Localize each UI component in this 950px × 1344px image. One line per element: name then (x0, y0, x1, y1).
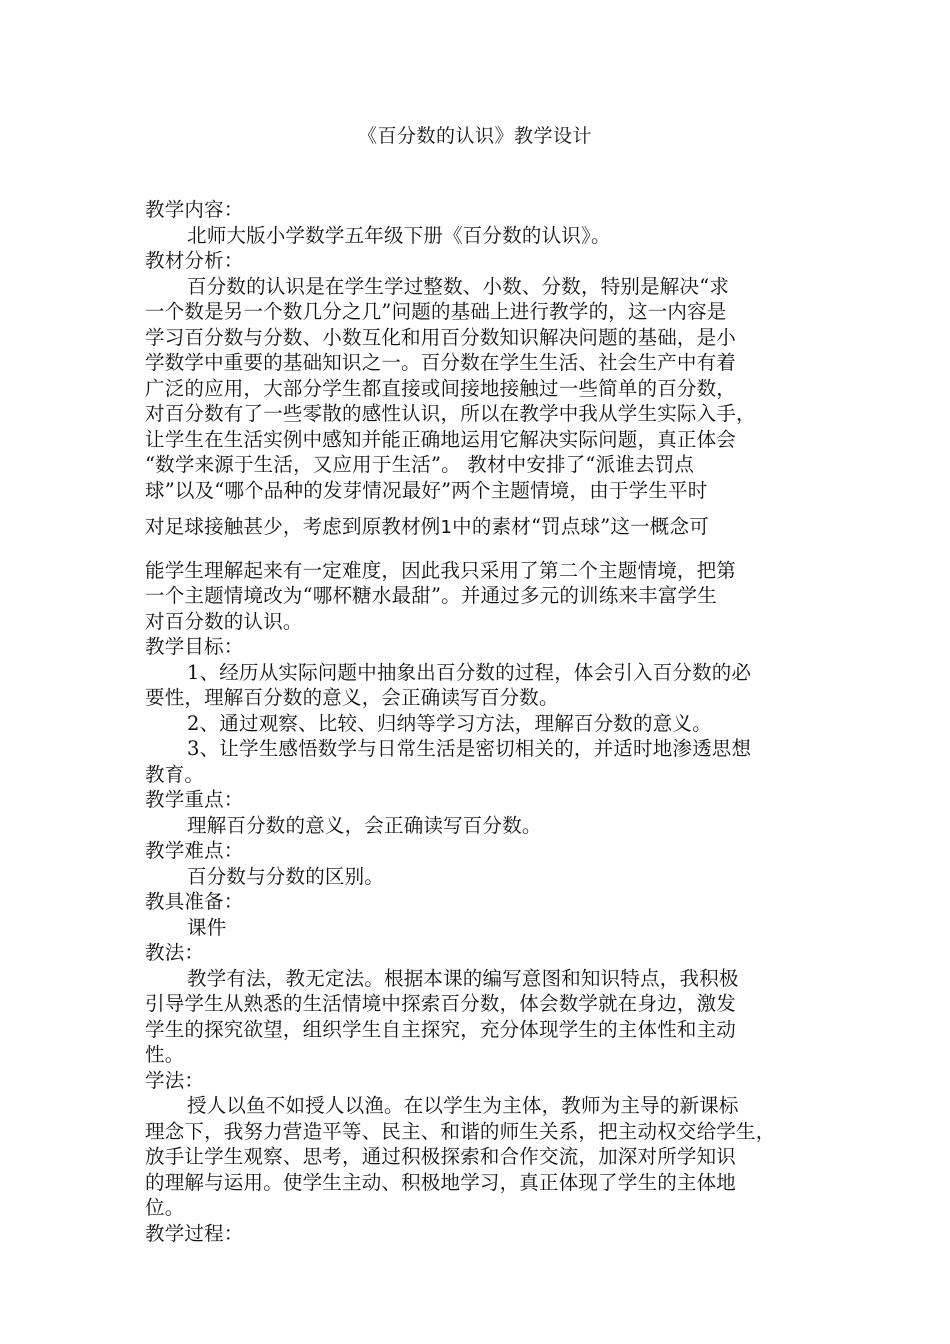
paragraph-line: 1、经历从实际问题中抽象出百分数的过程，体会引入百分数的必 (187, 660, 752, 684)
section-heading-learning-method: 学法： (145, 1068, 205, 1092)
section-heading-teaching-method: 教法： (145, 941, 205, 964)
paragraph-line: 位。 (145, 1196, 185, 1219)
paragraph-line: 能学生理解起来有一定难度，因此我只采用了第二个主题情境，把第 (145, 558, 737, 582)
section-heading-goals: 教学目标： (145, 635, 244, 658)
paragraph-line: 百分数与分数的区别。 (187, 864, 385, 888)
paragraph-line: 性。 (145, 1043, 185, 1066)
paragraph-line: 2、通过观察、比较、归纳等学习方法，理解百分数的意义。 (187, 711, 712, 735)
paragraph-line: 3、让学生感悟数学与日常生活是密切相关的，并适时地渗透思想 (187, 737, 752, 760)
paragraph-line: 要性，理解百分数的意义，会正确读写百分数。 (145, 686, 559, 709)
paragraph-line: 对百分数有了一些零散的感性认识，所以在教学中我从学生实际入手， (145, 402, 756, 425)
paragraph-line: 理解百分数的意义，会正确读写百分数。 (187, 813, 542, 837)
paragraph-line: 课件 (187, 915, 227, 939)
paragraph-line: 广泛的应用，大部分学生都直接或间接地接触过一些简单的百分数， (145, 376, 737, 400)
paragraph-line: 球”以及“哪个品种的发芽情况最好”两个主题情境，由于学生平时 (145, 478, 708, 502)
paragraph-line: 学数学中重要的基础知识之一。百分数在学生生活、社会生产中有着 (145, 351, 737, 374)
paragraph-line: 教学有法，教无定法。根据本课的编写意图和知识特点，我积极 (187, 966, 739, 990)
paragraph-line: “数学来源于生活，又应用于生活”。 教材中安排了“派谁去罚点 (145, 453, 695, 476)
example-number: 1 (440, 517, 453, 538)
paragraph-line: 的理解与运用。使学生主动、积极地学习，真正体现了学生的主体地 (145, 1170, 737, 1194)
paragraph-line: 一个数是另一个数几分之几”问题的基础上进行教学的，这一内容是 (145, 300, 727, 323)
paragraph-line: 对百分数的认识。 (145, 609, 303, 633)
section-heading-key-points: 教学重点： (145, 788, 244, 811)
paragraph-text: 中的素材“罚点球”这一概念可 (452, 515, 709, 538)
paragraph-line: 引导学生从熟悉的生活情境中探索百分数，体会数学就在身边，激发 (145, 992, 737, 1015)
document-title: 《百分数的认识》教学设计 (357, 125, 592, 147)
section-heading-analysis: 教材分析： (145, 249, 244, 272)
document-body (145, 197, 817, 1246)
paragraph-line: 教育。 (145, 762, 205, 786)
section-heading-content: 教学内容： (145, 198, 244, 221)
paragraph-line (145, 514, 817, 540)
paragraph-line: 百分数的认识是在学生学过整数、小数、分数，特别是解决“求 (187, 274, 730, 298)
paragraph-line: 放手让学生观察、思考，通过积极探索和合作交流，加深对所学知识 (145, 1145, 737, 1168)
paragraph-line: 北师大版小学数学五年级下册《百分数的认识》。 (187, 223, 611, 247)
section-heading-tools: 教具准备： (145, 890, 244, 913)
paragraph-line: 学生的探究欲望，组织学生自主探究，充分体现学生的主体性和主动 (145, 1017, 737, 1041)
paragraph-line: 一个主题情境改为“哪杯糖水最甜”。并通过多元的训练来丰富学生 (145, 584, 717, 607)
section-heading-difficulties: 教学难点： (145, 839, 244, 862)
paragraph-line: 授人以鱼不如授人以渔。在以学生为主体，教师为主导的新课标 (187, 1094, 739, 1117)
paragraph-text: 对足球接触甚少，考虑到原教材例 (145, 515, 441, 538)
paragraph-line: 学习百分数与分数、小数互化和用百分数知识解决问题的基础，是小 (145, 325, 737, 349)
paragraph-line: 让学生在生活实例中感知并能正确地运用它解决实际问题，真正体会 (145, 427, 737, 451)
section-heading-process: 教学过程： (145, 1221, 244, 1245)
paragraph-line: 理念下，我努力营造平等、民主、和谐的师生关系，把主动权交给学生， (145, 1119, 776, 1143)
